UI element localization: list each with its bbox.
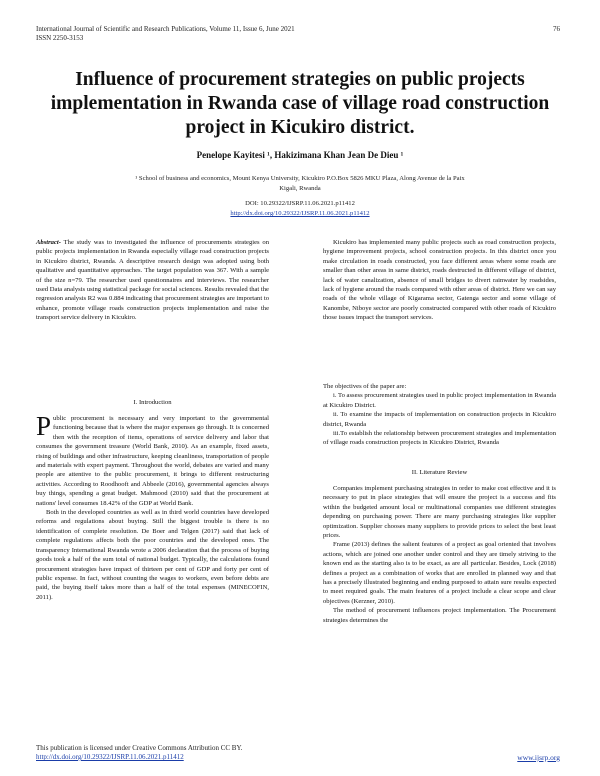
footer <box>36 744 242 762</box>
website-link-wrapper <box>517 753 560 762</box>
lit-paragraph-2: Frame (2013) defines the salient features of a project as goal oriented that involves actions, which are joined one another under control and they are timely striving to the known end as the starting also is to be exact, as are all particular. Besides, Lock (2018) defines a project as a combination of works that are enrolled in planned way and that has a precisely illustrated beginning and ending purposed to attain sure results expected to meet required goals. The main features of a project include a clear scope and clear objectives (Kerzner, 2010). <box>323 541 556 605</box>
footer-doi-link[interactable]: http://dx.doi.org/10.29322/IJSRP.11.06.2021.p11412 <box>36 753 184 761</box>
objective-1: i. To assess procurement strategies used in public project implementation in Rwanda at Kicukiro District. <box>323 392 556 409</box>
paper-title: Influence of procurement strategies on public projects implementation in Rwanda case of village road construction project in Kicukiro district. <box>50 69 550 138</box>
intro-paragraph-2: Both in the developed countries as well as in third world countries have developed reforms and regulations about buying. Still the biggest trouble is there is no identification of complete resolution. De Boer and Telgen (2017) said that lack of complete regulations affects both the poor countries and the developed ones. The transparency International Rwanda wrote a 2006 declaration that the process of buying goods took a half of the sum total of national budget. Typically, the calculations found procurement strategies have impact of thirteen per cent of GDP and forty per cent of public expense. In fact, without counting the wages to workers, even before debts are paid, the buying itself takes more than a half of the total expenses (MINECOFIN, 2011). <box>36 509 269 601</box>
footer-license: This publication is licensed under Creative Commons Attribution CC BY. <box>36 744 243 752</box>
section-heading-literature-review: II. Literature Review <box>411 469 468 476</box>
drop-cap: P <box>36 411 52 441</box>
objectives-intro: The objectives of the paper are: <box>323 383 407 390</box>
section-heading-introduction: I. Introduction <box>133 399 172 406</box>
affiliation-line-1: ¹ School of business and economics, Mount Kenya University, Kicukiro P.O.Box 5826 MKU Plaza, Along Avenue de la Paix <box>135 175 465 182</box>
objective-2: ii. To examine the impacts of implementation on construction projects in Kicukiro district, Rwanda <box>323 411 556 428</box>
literature-review-body <box>323 484 556 625</box>
abstract-text: The study was to investigated the influence of procurements strategies on public projects implementation in Rwanda especially village road construction projects in Kicukiro district, Rwanda. A descriptive research design was adopted using both qualitative and quantitative approaches. The target population was 367. With a sample of the size n=79. The researcher used questionnaires and interviews. The researcher used Data analysis using statistical package for social sciences. Results revealed that the regression analysis R2 was 0.884 indicating that procurement strategies are important to enhance, promote village roads construction projects implementation and raise the transport service delivery in Kicukiro. <box>36 239 269 322</box>
objective-3: iii.To establish the relationship between procurement strategies and implementation of village roads construction projects in Kicukiro District, Rwanda <box>323 430 556 447</box>
doi-text: DOI: 10.29322/IJSRP.11.06.2021.p11412 <box>245 200 355 207</box>
intro-paragraph-1: ublic procurement is necessary and very important to the governmental functioning because that is where the major expenses go through. It is concerned then with the reception of items, operations of service delivery and labor that consumes the government treasure (World Bank, 2010). As an example, fixed assets, rising of buildings and other infrastructure, keeping cleanliness, transportation of people and materials with expert payment. Throughout the world, debates are varied and many people are attentive to the public procurement, it brings to different restructuring activities. According to Roodhooft and Abbeele (2016), governmental agencies always buy things, spending a great budget. Mahmood (2010) said that the procurement at nations' level consumes 18.42% of the GDP at World Bank. <box>36 415 269 507</box>
journal-name: International Journal of Scientific and Research Publications, Volume 11, Issue 6, June 2021 <box>36 25 295 33</box>
abstract-label: Abstract- <box>36 239 61 246</box>
kicukiro-paragraph: Kicukiro has implemented many public projects such as road construction projects, hygiene improvement projects, school construction projects. In this district once you make circulation in roads constructed, you face different areas where some roads are smaller than other areas in same district, roads destructed in different village of district, lack of water canalization, absence of small bridges to divert rainwater by roadsides, lack of hygiene around the roads compared with other areas of district. Here we can say roads of the whole village of Kigarama sector, Gatenga sector and some village of Kanombe, Niboye sector are poorly constructed compared with other roads of Kicukiro those issues impact the transport services. <box>323 239 556 322</box>
issn: ISSN 2250-3153 <box>36 34 84 42</box>
affiliation <box>60 174 540 194</box>
right-column-intro <box>323 238 556 323</box>
page-number: 76 <box>553 25 560 33</box>
introduction-body <box>36 411 269 602</box>
abstract <box>36 238 269 323</box>
lit-paragraph-3: The method of procurement influences project implementation. The Procurement strategies determines the <box>323 607 556 624</box>
lit-paragraph-1: Companies implement purchasing strategies in order to make cost effective and it is necessary to put in place strategies that will ensure the project is a success and fits within the budgeted amount local or multinational companies use different strategies depending on purchasing power. There are many purchasing strategies like supplier optimization. Supplier chooses many suppliers to provide prices to select the best least prices. <box>323 485 556 540</box>
website-link[interactable]: www.ijsrp.org <box>517 753 560 762</box>
affiliation-line-2: Kigali, Rwanda <box>279 185 321 192</box>
running-header <box>36 25 295 43</box>
objectives <box>323 382 556 448</box>
authors: Penelope Kayitesi ¹, Hakizimana Khan Jean De Dieu ¹ <box>196 150 404 160</box>
doi-block <box>40 199 560 219</box>
doi-link[interactable]: http://dx.doi.org/10.29322/IJSRP.11.06.2021.p11412 <box>230 210 370 217</box>
